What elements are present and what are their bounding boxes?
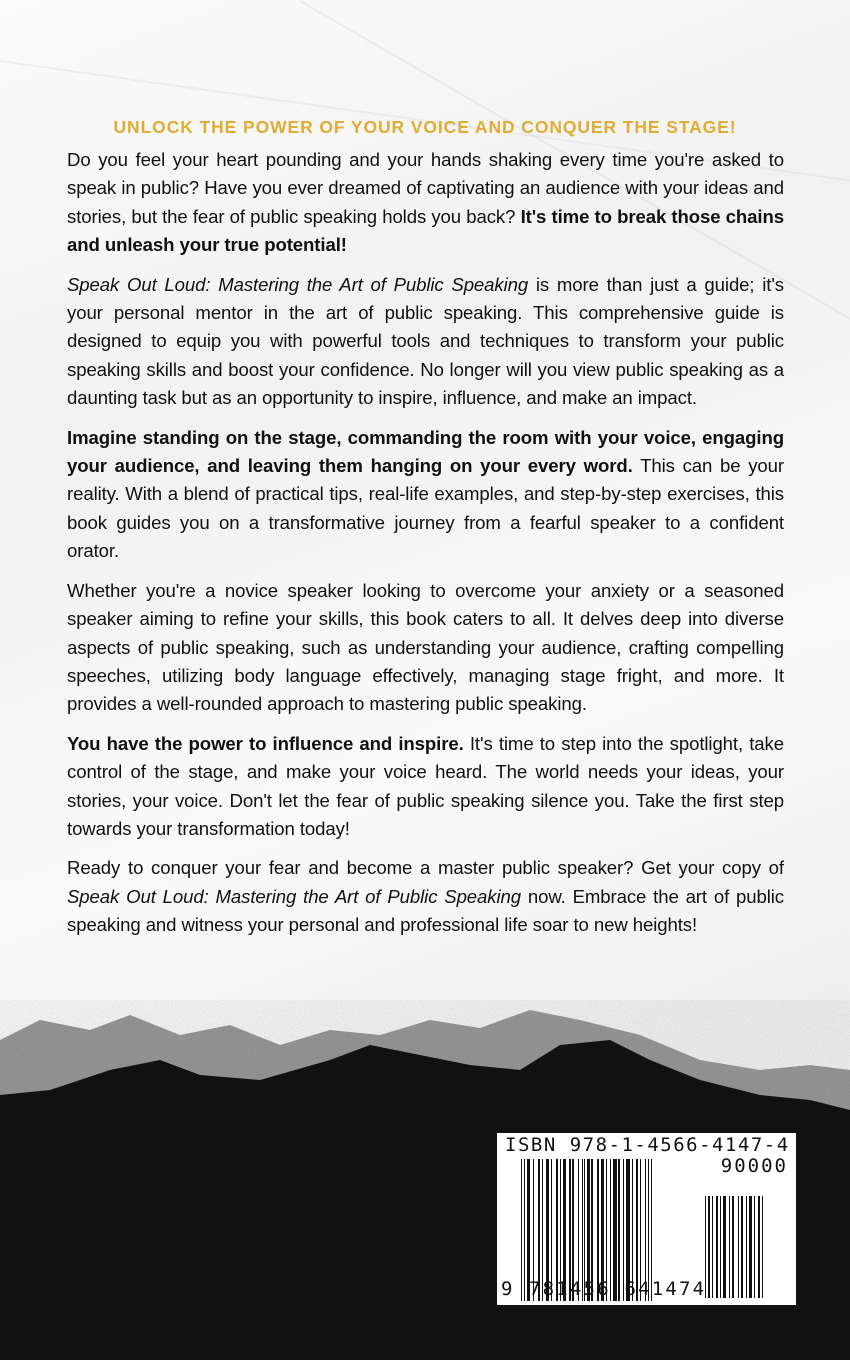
- barcode-bar: [732, 1196, 734, 1298]
- bold-text: You have the power to influence and inspire.: [67, 732, 464, 754]
- barcode-bar: [738, 1196, 739, 1298]
- barcode-bar: [749, 1196, 752, 1298]
- barcode-bar: [708, 1196, 710, 1298]
- paragraph-text: Do you feel your heart pounding and your hands shaking every time you're asked to speak in public? Have you ever dreamed of captivating an audience with your ideas and stories, but the fear of public speaking holds you back?: [67, 149, 784, 227]
- barcode-bar: [723, 1196, 726, 1298]
- isbn-barcode: [497, 1133, 796, 1305]
- barcode-bar: [746, 1196, 747, 1298]
- book-title-italic: Speak Out Loud: Mastering the Art of Public Speaking: [67, 273, 529, 295]
- paragraph-text: is more than just a guide; it's your personal mentor in the art of public speaking. This comprehensive guide is designed to equip you with powerful tools and techniques to transform your public speaking skills and boost your confidence. No longer will you view public speaking as a daunting task but as an opportunity to inspire, influence, and make an impact.: [67, 273, 784, 409]
- barcode-digits: 781456 641474: [529, 1278, 707, 1300]
- cover-heading: UNLOCK THE POWER OF YOUR VOICE AND CONQUER THE STAGE!: [113, 117, 737, 137]
- barcode-bar: [754, 1196, 755, 1298]
- barcode-digit-first: 9: [501, 1278, 513, 1300]
- blurb-paragraph: [67, 271, 784, 413]
- blurb-paragraph: [67, 854, 784, 939]
- barcode-bar: [712, 1196, 713, 1298]
- barcode-bar: [729, 1196, 730, 1298]
- bold-text: Imagine standing on the stage, commanding the room with your voice, engaging your audience, and leaving them hanging on your every word.: [67, 426, 784, 477]
- blurb-paragraph: [67, 730, 784, 844]
- paragraph-text: It's time to step into the spotlight, take control of the stage, and make your voice heard. The world needs your ideas, your stories, your voice. Don't let the fear of public speaking silence you. Take the first step towards your transformation today!: [67, 732, 784, 839]
- barcode-bar: [758, 1196, 760, 1298]
- blurb-paragraph: [67, 577, 784, 719]
- book-title-italic: Speak Out Loud: Mastering the Art of Public Speaking: [67, 885, 521, 907]
- barcode-bar: [524, 1159, 525, 1301]
- barcode-bar: [720, 1196, 721, 1298]
- addon-barcode-bars: [705, 1196, 790, 1298]
- paragraph-text: Ready to conquer your fear and become a master public speaker? Get your copy of: [67, 857, 784, 879]
- bold-text: It's time to break those chains and unleash your true potential!: [67, 205, 784, 256]
- barcode-bar: [716, 1196, 718, 1298]
- paragraph-text: This can be your reality. With a blend of practical tips, real-life examples, and step-by-step exercises, this book guides you on a transformative journey from a fearful speaker to a confident orator.: [67, 455, 784, 562]
- barcode-bar: [521, 1159, 522, 1301]
- paragraph-text: Whether you're a novice speaker looking to overcome your anxiety or a seasoned speaker aiming to refine your skills, this book caters to all. It delves deep into diverse aspects of public speaking, such as understanding your audience, crafting compelling speeches, utilizing body language effectively, managing stage fright, and more. It provides a well-rounded approach to mastering public speaking.: [67, 579, 784, 715]
- blurb-paragraph: [67, 146, 784, 260]
- isbn-label: ISBN 978-1-4566-4147-4: [505, 1134, 790, 1156]
- blurb-paragraph: [67, 424, 784, 566]
- barcode-bar: [762, 1196, 763, 1298]
- price-addon-code: 90000: [720, 1155, 788, 1177]
- blurb-text: [67, 146, 784, 951]
- barcode-bar: [741, 1196, 743, 1298]
- paragraph-text: now. Embrace the art of public speaking and witness your personal and professional life soar to new heights!: [67, 885, 784, 936]
